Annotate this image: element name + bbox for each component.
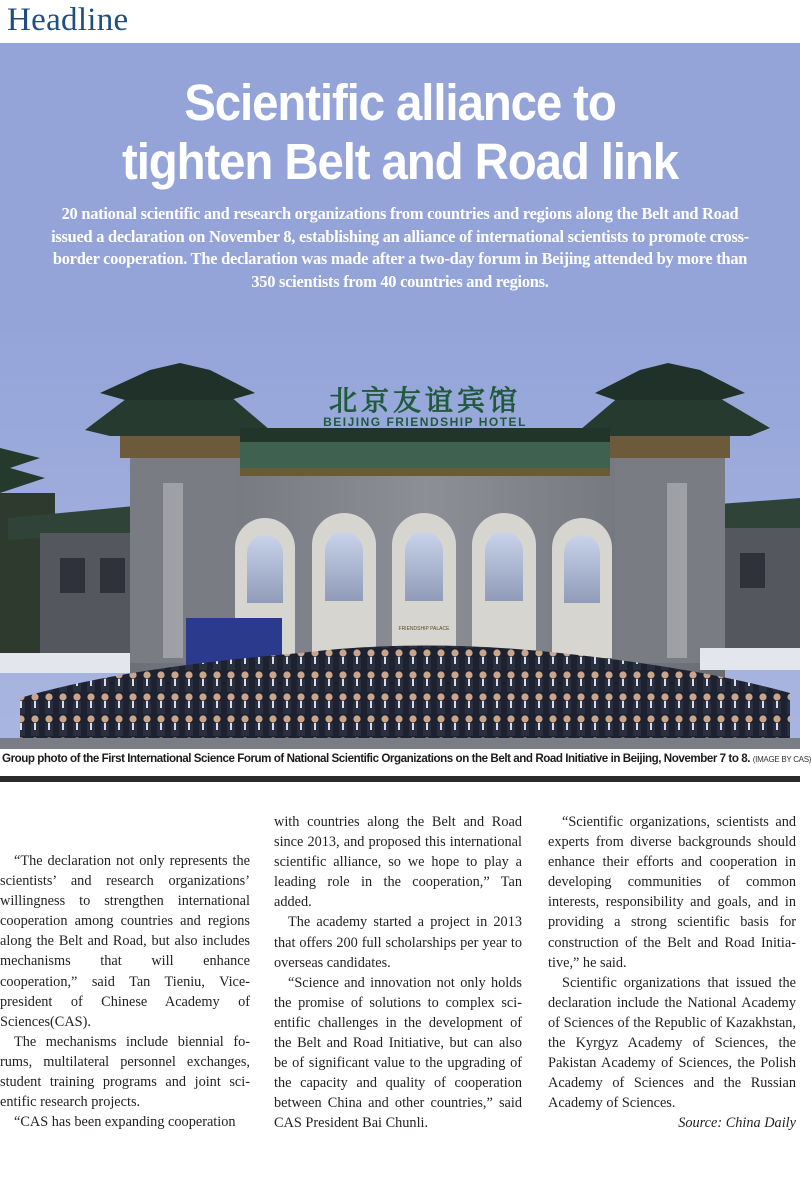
- group-photo: [0, 318, 800, 749]
- section-divider: [0, 776, 800, 782]
- paragraph: The academy started a project in 2013 that offers 200 full scholarships per year to overseas candidates.: [274, 914, 522, 971]
- caption-text: Group photo of the First International Science Forum of National Scientific Organizations on the Belt and Road Initiative in Beijing, November 7 to 8.: [2, 752, 753, 765]
- article-column-1: [0, 851, 250, 1132]
- paragraph: Scientific organizations that issued the declaration include the National Academy of Sciences of the Republic of Kazakhstan, the Kyrgyz Academy of Sciences, the Pakistan Academy of Sciences, the Polish Academy of Sciences and the Russian Academy of Sciences.: [548, 974, 796, 1112]
- paragraph: The mechanisms include biennial forums, multilateral personnel exchanges, student training programs and joint scientific research projects.: [0, 1033, 250, 1111]
- hotel-sign: [323, 384, 527, 429]
- paragraph: “Scientific organizations, scientists and experts from diverse backgrounds should enhance their efforts and cooperation in developing communities of common interests, responsibility and goals, and in providing a strong scientific basis for construction of the Belt and Road Initiative,” he said.: [548, 814, 796, 971]
- arched-windows: [235, 513, 612, 658]
- headline-line-2: tighten Belt and Road link: [122, 133, 678, 190]
- article-column-2: [274, 812, 522, 1134]
- dek-summary: 20 national scientific and research organizations from countries and regions along the Belt and Road issued a declaration on November 8, establishing an alliance of international scientists to promote cross-border cooperation. The declaration was made after a two-day forum in Beijing attended by more than 350 scientists from 40 countries and regions.: [51, 204, 749, 291]
- sign-chinese-text: 北京友谊宾馆: [328, 384, 522, 417]
- source-attribution: Source: China Daily: [678, 1115, 796, 1132]
- plaque-text: FRIENDSHIP PALACE: [398, 626, 450, 632]
- article-column-3: [548, 812, 796, 1134]
- group-photo-illustration: [0, 318, 800, 749]
- hero-banner: [0, 43, 800, 749]
- headline: [28, 73, 772, 191]
- central-roof-eaves: [240, 428, 610, 476]
- sign-english-text: BEIJING FRIENDSHIP HOTEL: [323, 415, 527, 429]
- paragraph: “Science and innovation not only holds the promise of solutions to complex scientific challenges in the development of the Belt and Road Initiative, but can also be of significant value to the upgrading of the capacity and quality of cooperation between China and other countries,” said CAS President Bai Chunli.: [274, 974, 522, 1132]
- paragraph: “CAS has been expanding cooperation: [14, 1114, 236, 1131]
- headline-line-1: Scientific alliance to: [184, 74, 616, 131]
- paragraph: with countries along the Belt and Road since 2013, and proposed this international scientific alliance, so we hope to play a leading role in the cooperation,” Tan added.: [274, 814, 522, 911]
- section-label: Headline: [7, 2, 129, 38]
- image-credit: (IMAGE BY CAS): [752, 755, 811, 764]
- photo-caption: [2, 752, 811, 765]
- paragraph: “The declaration not only represents the scientists’ and research organizations’ willingness to strengthen international cooperation among countries and regions along the Belt and Road, but also includes mechanisms that will enhance cooperation,” said Tan Tieniu, Vice-president of Chinese Academy of Sciences(CAS).: [0, 853, 250, 1030]
